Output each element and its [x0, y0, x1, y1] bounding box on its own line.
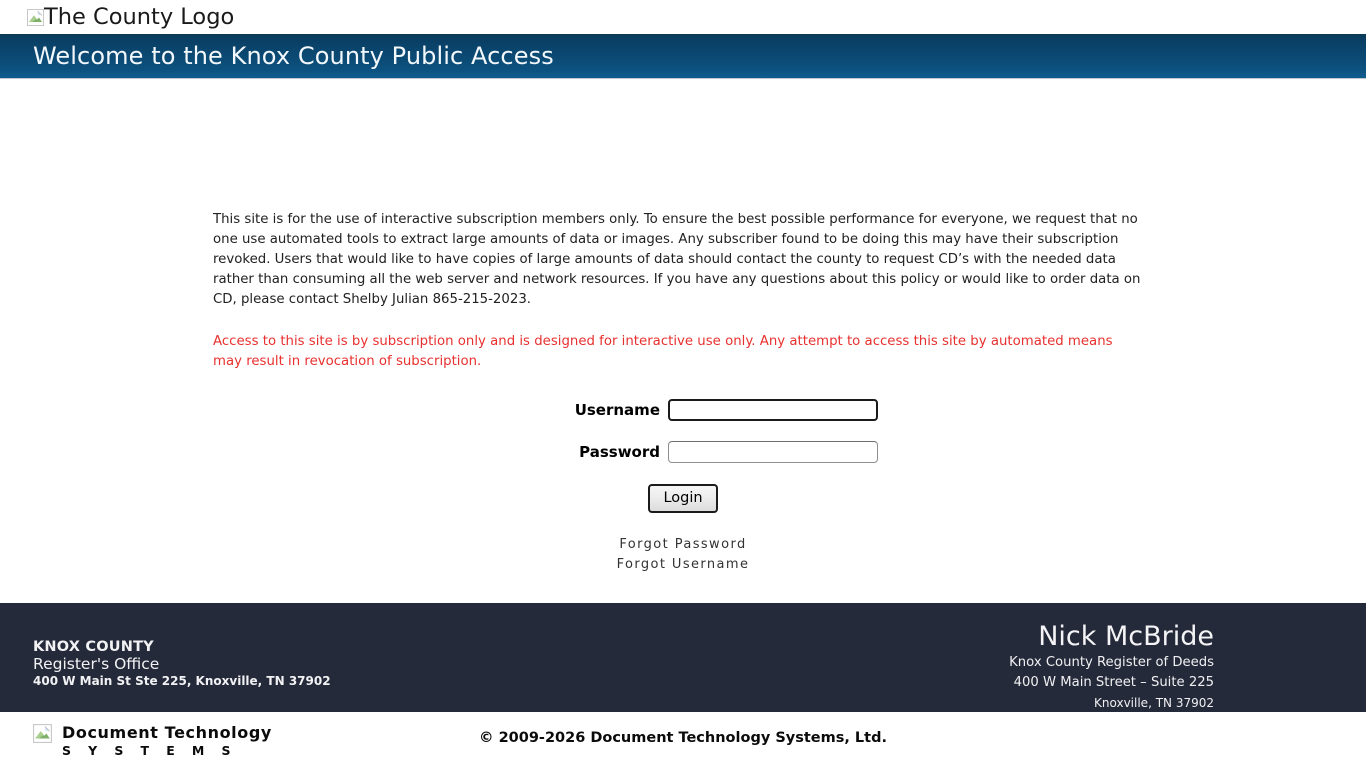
footer-office-block: [33, 639, 331, 689]
account-help-links: [0, 535, 1366, 575]
copyright-text: © 2009-2026 Document Technology Systems, Ltd.: [479, 730, 887, 746]
forgot-username-link[interactable]: Forgot Username: [616, 557, 750, 572]
site-footer: [0, 603, 1366, 712]
main-content: [0, 79, 1366, 599]
password-label: Password: [579, 443, 660, 461]
username-input[interactable]: [668, 399, 878, 421]
forgot-password-link[interactable]: Forgot Password: [619, 537, 747, 552]
usage-policy-text: This site is for the use of interactive subscription members only. To ensure the best possible performance for everyone, we request that no one use automated tools to extract large amounts of data or images. Any subscriber found to be doing this may have their subscription revoked. Users that would like to have copies of large amounts of data should contact the county to request CD’s with the needed data rather than consuming all the web server and network resources. If you have any questions about this policy or would like to order data on CD, please contact Shelby Julian 865-215-2023.: [213, 212, 1141, 307]
footer-official-block: [1009, 621, 1214, 713]
county-logo-alt-text: The County Logo: [44, 4, 235, 30]
username-label: Username: [574, 401, 660, 419]
password-row: [0, 431, 1366, 473]
login-button[interactable]: Login: [648, 484, 717, 513]
username-row: [0, 389, 1366, 431]
subscription-warning-text: Access to this site is by subscription only and is designed for interactive use only. Any attempt to access this site by automated means may result in revocation of subscription.: [213, 334, 1113, 369]
footer-official-name: Nick McBride: [1038, 621, 1214, 652]
page-banner: [0, 34, 1366, 79]
broken-image-icon: [27, 9, 44, 26]
page-logo-bar: [0, 0, 1366, 34]
footer-official-address-line2: Knoxville, TN 37902: [1094, 696, 1214, 710]
notice-block: [213, 210, 1142, 372]
footer-county-name: KNOX COUNTY: [33, 639, 154, 655]
login-button-row: [0, 484, 1366, 513]
page-title: Welcome to the Knox County Public Access: [33, 42, 554, 70]
vendor-name-line2: S Y S T E M S: [62, 743, 237, 758]
footer-official-address-line1: 400 W Main Street – Suite 225: [1013, 675, 1214, 690]
vendor-name-line1: Document Technology: [62, 723, 272, 742]
footer-office-name: Register's Office: [33, 655, 160, 673]
footer-official-title: Knox County Register of Deeds: [1009, 655, 1214, 670]
vendor-bar: [0, 712, 1366, 768]
footer-office-address: 400 W Main St Ste 225, Knoxville, TN 37902: [33, 674, 331, 688]
login-form: [0, 389, 1366, 575]
password-input[interactable]: [668, 441, 878, 463]
